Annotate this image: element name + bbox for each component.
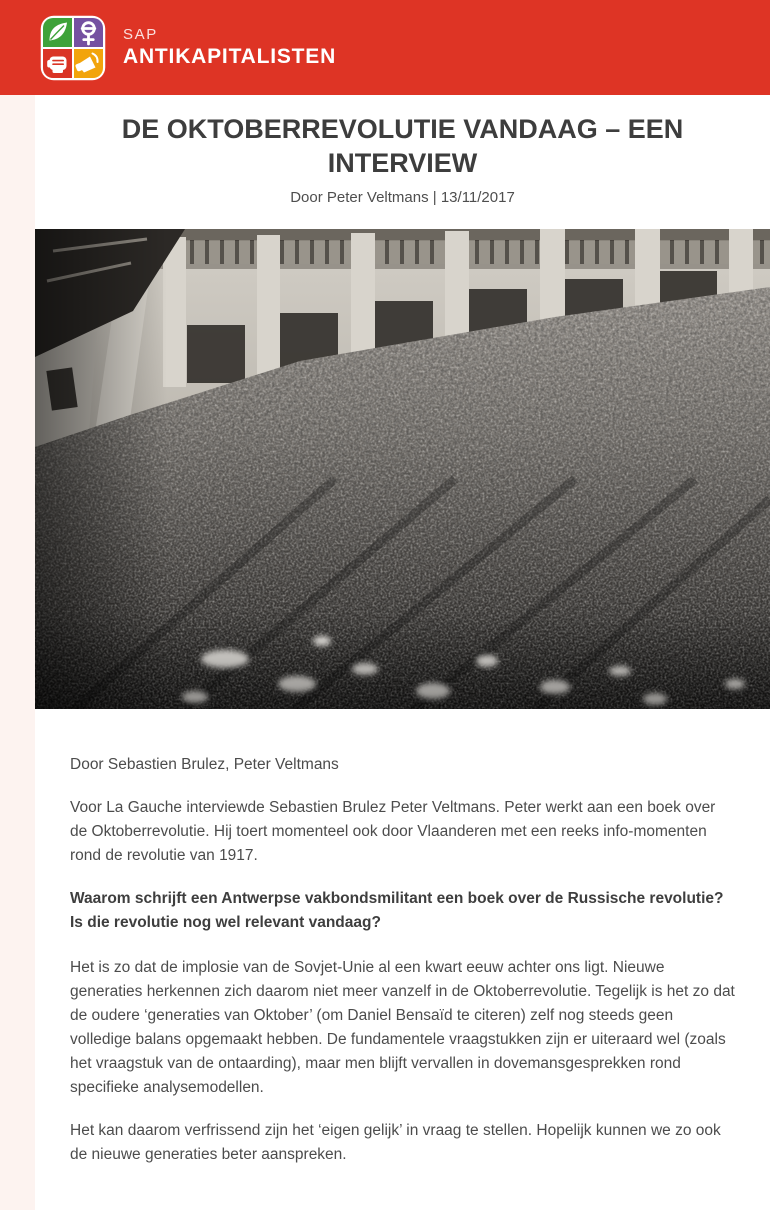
- article-content: [35, 95, 770, 1210]
- paragraph-authors: Door Sebastien Brulez, Peter Veltmans: [70, 756, 339, 773]
- site-logo[interactable]: [40, 15, 336, 81]
- site-logo-badge: [40, 15, 106, 81]
- article-title: DE OKTOBERREVOLUTIE VANDAAG – EEN INTERVIEW: [121, 114, 684, 178]
- byline-prefix: Door: [290, 189, 323, 206]
- site-header: [0, 0, 770, 95]
- site-name-top: SAP: [123, 25, 158, 43]
- paragraph-intro: Voor La Gauche interviewde Sebastien Brulez Peter Veltmans. Peter werkt aan een boek over de Oktoberrevolutie. Hij toert momenteel ook door Vlaanderen met een reeks info-momenten rond de revolutie van 1917.: [70, 799, 716, 864]
- article-byline: [35, 180, 770, 206]
- hero-image: [35, 229, 770, 709]
- byline-author: Peter Veltmans: [326, 189, 429, 206]
- paragraph-answer-1: Het is zo dat de implosie van de Sovjet-Unie al een kwart eeuw achter ons ligt. Nieuwe generaties herkennen zich daarom niet meer vanzelf in de Oktoberrevolutie. Tegelijk is het zo dat de oudere ‘generaties van Oktober’ (om Daniel Bensaïd te citeren) zelf nog steeds geen volledige balans opgemaakt hebben. De fundamentele vraagstukken zijn er uiteraard wel (zoals het vraagstuk van de ontaarding), maar men blijft vervallen in dovemansgesprekken rond specifieke analysemodellen.: [70, 959, 735, 1096]
- byline-separator: |: [432, 189, 437, 206]
- site-name-main: ANTIKAPITALISTEN: [123, 44, 337, 68]
- article-body: [35, 709, 770, 1210]
- byline-date: 13/11/2017: [440, 189, 515, 206]
- paragraph-question: Waarom schrijft een Antwerpse vakbondsmilitant een boek over de Russische revolutie? Is die revolutie nog wel relevant vandaag?: [70, 890, 724, 931]
- site-name: [123, 26, 336, 69]
- paragraph-answer-2: Het kan daarom verfrissend zijn het ‘eigen gelijk’ in vraag te stellen. Hopelijk kunnen we zo ook de nieuwe generaties beter aanspreken.: [70, 1122, 721, 1163]
